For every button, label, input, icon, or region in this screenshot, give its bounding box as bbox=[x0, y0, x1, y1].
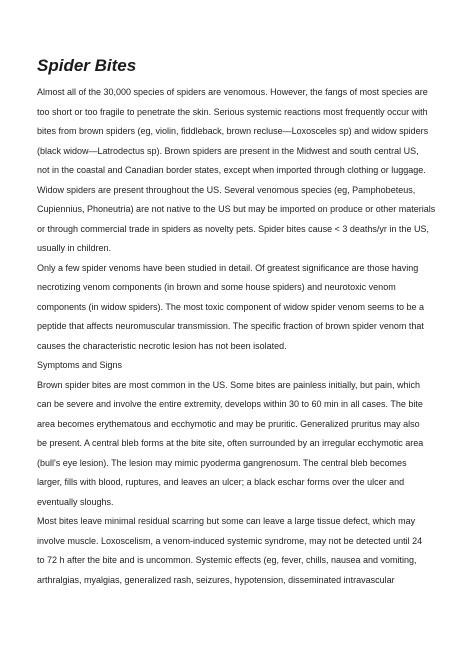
text-line: Only a few spider venoms have been studied in detail. Of greatest significance are those having bbox=[37, 262, 419, 273]
text-line: Most bites leave minimal residual scarring but some can leave a large tissue defect, which may bbox=[37, 516, 416, 526]
paragraph-venoms bbox=[37, 259, 447, 357]
text-line: or through commercial trade in spiders as novelty pets. Spider bites cause < 3 deaths/yr in the US, bbox=[37, 223, 429, 234]
text-line: too short or too fragile to penetrate the skin. Serious systemic reactions most frequently occur with bbox=[37, 106, 428, 117]
text-line: Cupiennius, Phoneutria) are not native to the US but may be imported on produce or other materials bbox=[37, 204, 436, 214]
text-line: (bull's eye lesion). The lesion may mimic pyoderma gangrenosum. The central bleb becomes bbox=[37, 457, 407, 468]
paragraph-scarring bbox=[37, 512, 447, 590]
document-body bbox=[37, 83, 447, 590]
text-line: can be severe and involve the entire extremity, develops within 30 to 60 min in all cases. The bite bbox=[37, 399, 423, 409]
section-heading: Symptoms and Signs bbox=[37, 360, 123, 370]
text-line: to 72 h after the bite and is uncommon. Systemic effects (eg, fever, chills, nausea and vomiting, bbox=[37, 555, 417, 565]
text-line: causes the characteristic necrotic lesion has not been isolated. bbox=[37, 340, 287, 351]
text-line: eventually sloughs. bbox=[37, 496, 114, 507]
text-line: (black widow—Latrodectus sp). Brown spiders are present in the Midwest and south central US, bbox=[37, 145, 419, 156]
text-line: Almost all of the 30,000 species of spiders are venomous. However, the fangs of most species are bbox=[37, 87, 428, 97]
text-line: bites from brown spiders (eg, violin, fiddleback, brown recluse—Loxosceles sp) and widow spiders bbox=[37, 126, 429, 136]
text-line: arthralgias, myalgias, generalized rash, seizures, hypotension, disseminated intravascular bbox=[37, 574, 395, 585]
section-heading-symptoms bbox=[37, 356, 447, 376]
paragraph-intro bbox=[37, 83, 447, 259]
text-line: peptide that affects neuromuscular transmission. The specific fraction of brown spider venom that bbox=[37, 321, 424, 331]
text-line: Widow spiders are present throughout the US. Several venomous species (eg, Pamphobeteus, bbox=[37, 184, 416, 195]
text-line: be present. A central bleb forms at the bite site, often surrounded by an irregular ecchymotic area bbox=[37, 438, 424, 448]
text-line: necrotizing venom components (in brown and some house spiders) and neurotoxic venom bbox=[37, 282, 396, 292]
text-line: area becomes erythematous and ecchymotic and may be pruritic. Generalized pruritus may also bbox=[37, 418, 420, 429]
page-title: Spider Bites bbox=[37, 56, 137, 75]
text-line: components (in widow spiders). The most toxic component of widow spider venom seems to be a bbox=[37, 301, 425, 312]
text-line: Brown spider bites are most common in the US. Some bites are painless initially, but pain, which bbox=[37, 379, 421, 390]
text-line: not in the coastal and Canadian border states, except when imported through clothing or luggage. bbox=[37, 165, 426, 175]
text-line: usually in children. bbox=[37, 243, 112, 253]
text-line: larger, fills with blood, ruptures, and leaves an ulcer; a black eschar forms over the ulcer and bbox=[37, 477, 405, 487]
paragraph-brown-spider-bites bbox=[37, 376, 447, 513]
text-line: involve muscle. Loxoscelism, a venom-induced systemic syndrome, may not be detected until 24 bbox=[37, 535, 423, 546]
